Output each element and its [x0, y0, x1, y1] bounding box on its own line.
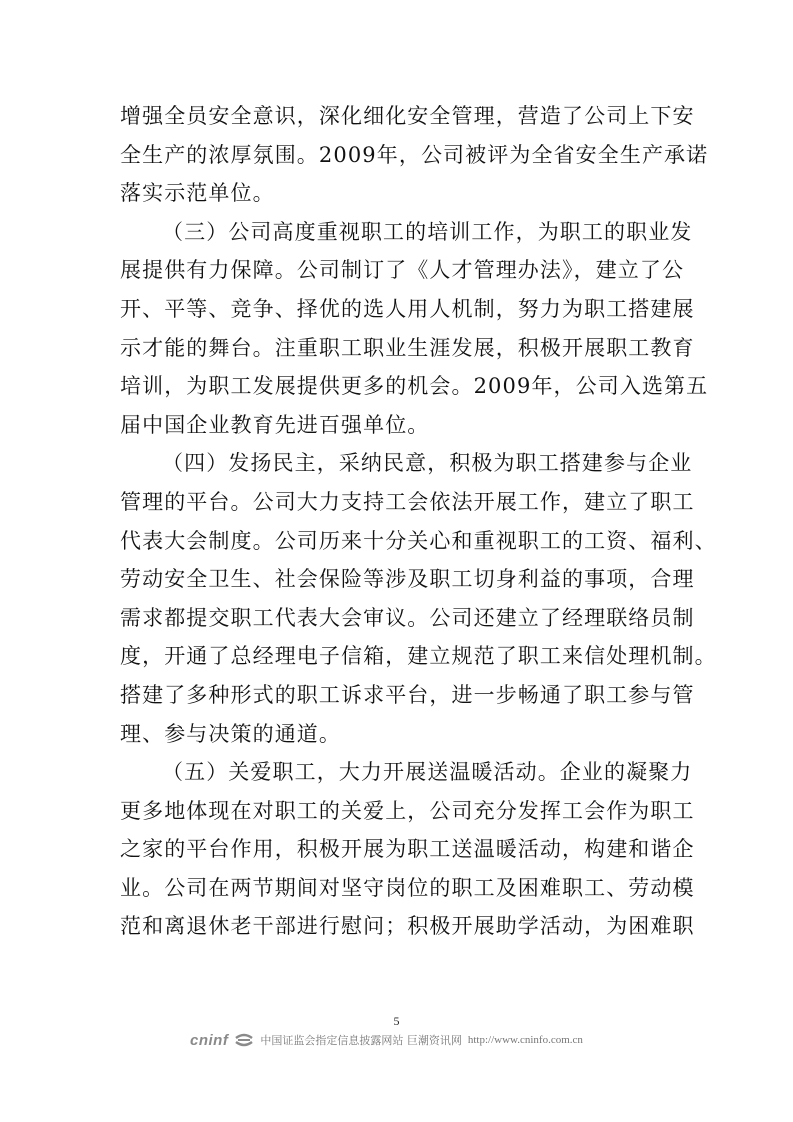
text-line: 之家的平台作用，积极开展为职工送温暖活动，构建和谐企	[120, 837, 695, 862]
text-line: 代表大会制度。公司历来十分关心和重视职工的工资、福利、	[120, 528, 717, 553]
text-line: （三）公司高度重视职工的培训工作，为职工的职业发	[162, 219, 693, 244]
document-body	[120, 97, 717, 946]
text-line: 展提供有力保障。公司制订了《人才管理办法》，建立了公	[120, 258, 685, 283]
text-line: 示才能的舞台。注重职工职业生涯发展，积极开展职工教育	[120, 335, 695, 360]
text-line: 度，开通了总经理电子信箱，建立规范了职工来信处理机制。	[120, 644, 717, 669]
text-line: 业。公司在两节期间对坚守岗位的职工及困难职工、劳动模	[120, 875, 695, 900]
footer-site-name: 中国证监会指定信息披露网站 巨潮资讯网	[260, 1034, 462, 1047]
text-line: 届中国企业教育先进百强单位。	[120, 412, 430, 437]
footer-logo: cninf	[190, 1031, 229, 1049]
text-line: 劳动安全卫生、社会保险等涉及职工切身利益的事项，合理	[120, 567, 695, 592]
footer	[190, 1030, 583, 1050]
text-line: 培训，为职工发展提供更多的机会。2009年，公司入选第五	[120, 374, 709, 399]
text-line: 范和离退休老干部进行慰问；积极开展助学活动，为困难职	[120, 914, 695, 939]
text-line: 更多地体现在对职工的关爱上，公司充分发挥工会作为职工	[120, 798, 695, 823]
text-line: 落实示范单位。	[120, 181, 275, 206]
text-line: 管理的平台。公司大力支持工会依法开展工作，建立了职工	[120, 489, 695, 514]
text-line: （五）关爱职工，大力开展送温暖活动。企业的凝聚力	[162, 760, 693, 785]
text-line: （四）发扬民主，采纳民意，积极为职工搭建参与企业	[162, 451, 693, 476]
text-line: 理、参与决策的通道。	[120, 721, 341, 746]
text-line: 增强全员安全意识，深化细化安全管理，营造了公司上下安	[120, 104, 695, 128]
cninfo-swirl-icon	[234, 1033, 254, 1047]
text-line: 搭建了多种形式的职工诉求平台，进一步畅通了职工参与管	[120, 682, 695, 707]
text-line: 开、平等、竞争、择优的选人用人机制，努力为职工搭建展	[120, 296, 695, 321]
page-number: 5	[393, 1014, 400, 1028]
footer-url: http://www.cninfo.com.cn	[467, 1034, 583, 1046]
text-line: 需求都提交职工代表大会审议。公司还建立了经理联络员制	[120, 605, 695, 630]
text-line: 全生产的浓厚氛围。2009年，公司被评为全省安全生产承诺	[120, 142, 709, 167]
